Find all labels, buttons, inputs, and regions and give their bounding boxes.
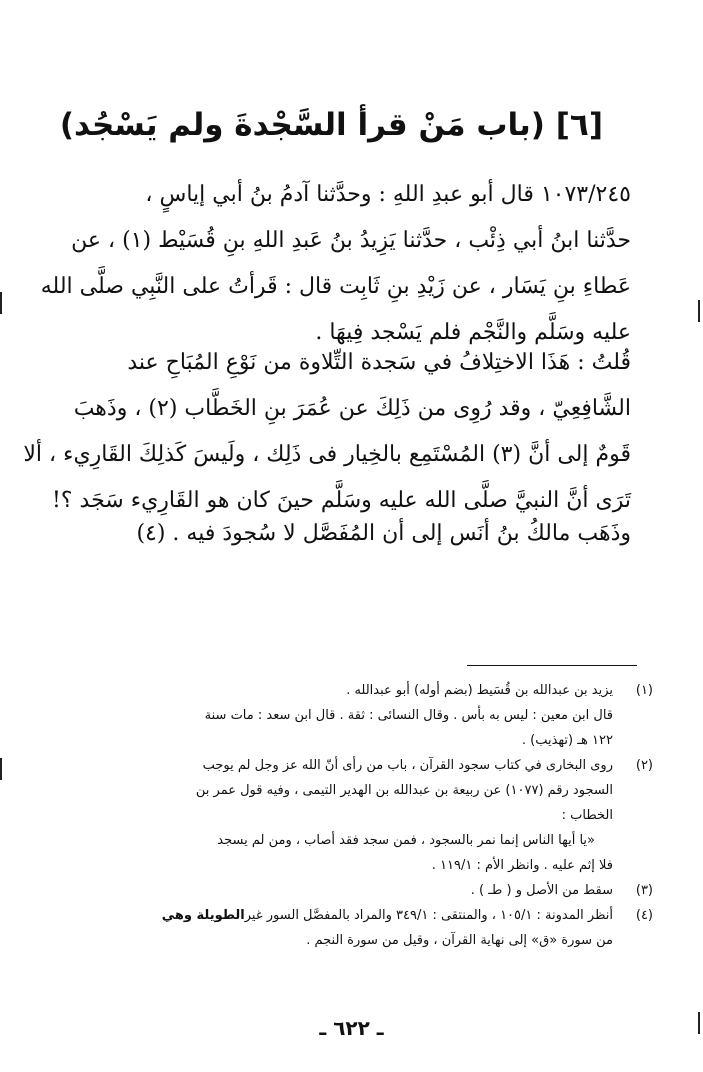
malik-line: وذَهَب مالكُ بنُ أنَس إلى أن المُفَصَّل لا سُجودَ فيه . (٤) (136, 521, 631, 546)
footnote-line (96, 903, 613, 928)
footnote-number: (٢) (635, 758, 653, 773)
hadith-paragraph (40, 172, 631, 356)
hadith-line: ١٠٧٣/٢٤٥ قال أبو عبدِ اللهِ : وحدَّثنا آدمُ بنُ أبي إياسٍ ، (145, 182, 631, 207)
footnote-1 (96, 678, 653, 753)
footnote-separator (467, 665, 637, 666)
commentary-line: تَرَى أنَّ النبيَّ صلَّى الله عليه وسَلَّم حينَ كان هو القَارِيء سَجَد ؟! (52, 488, 631, 513)
footnote-line: الخطاب : (561, 808, 613, 823)
footnote-line: روى البخارى في كتاب سجود القرآن ، باب من رأى أنّ الله عز وجل لم يوجب (202, 758, 613, 773)
footnote-number: (١) (635, 683, 653, 698)
footnote-quote-line: «يا أيها الناس إنما نمر بالسجود ، فمن سجد فقد أصاب ، ومن لم يسجد (217, 833, 595, 848)
chapter-heading: [٦] (باب مَنْ قرأ السَّجْدةَ ولم يَسْجُد) (59, 107, 603, 143)
malik-paragraph (66, 511, 631, 557)
commentary-line: الشَّافِعِيّ ، وقد رُوِى من ذَلِكَ عن عُمَرَ بنِ الخَطَّاب (٢) ، وذَهبَ (73, 396, 631, 421)
footnote-line: من سورة «ق» إلى نهاية القرآن ، وقيل من سورة النجم . (306, 933, 613, 948)
footnote-text: أنظر المدونة : ١٠٥/١ ، والمنتقى : ٣٤٩/١ والمراد بالمفصَّل السور غير (244, 908, 613, 923)
footnote-line: قال ابن معين : ليس به بأس . وقال النسائى : ثقة . قال ابن سعد : مات سنة (204, 708, 613, 723)
footnote-line: ١٢٢ هـ (تهذيب) . (521, 733, 613, 748)
hadith-line: عليه وسَلَّم والنَّجْم فلم يَسْجد فِيهَا . (315, 320, 631, 345)
footnote-3 (96, 878, 653, 903)
page-number: ـ ٦٢٢ ـ (319, 1016, 384, 1040)
scan-edge-mark (0, 292, 2, 314)
footnote-4 (96, 903, 653, 953)
commentary-paragraph (23, 340, 631, 524)
hadith-line: حدَّثنا ابنُ أبي ذِئْب ، حدَّثنا يَزِيدُ بنُ عَبدِ اللهِ بنِ قُسَيْط (١) ، عن (71, 228, 631, 253)
footnotes (96, 678, 653, 953)
footnote-number: (٣) (635, 883, 653, 898)
scan-edge-mark (0, 758, 2, 780)
footnote-number: (٤) (635, 908, 653, 923)
commentary-line: قَومٌ إلى أنَّ (٣) المُسْتَمِع بالخِيار فى ذَلِك ، ولَيسَ كَذلِكَ القَارِيء ، ألا (23, 442, 631, 467)
scan-edge-mark (698, 1012, 700, 1034)
footnote-line: سقط من الأصل و ( طـ ) . (470, 883, 613, 898)
footnote-line: السجود رقم (١٠٧٧) عن ربيعة بن عبدالله بن الهدير التيمى ، وفيه قول عمر بن (195, 783, 613, 798)
footnote-2 (96, 753, 653, 878)
commentary-line: قُلتُ : هَذَا الاختِلافُ في سَجدة التِّلاوة من نَوْعِ المُبَاحِ عند (127, 350, 631, 375)
footnote-quote-line: فلا إثم عليه . وانظر الأم : ١١٩/١ . (431, 858, 613, 873)
footnote-line: يزيد بن عبدالله بن قُسَيط (بضم أوله) أبو عبدالله . (346, 683, 613, 698)
footnote-bold-text: الطويلة وهي (161, 908, 245, 923)
scan-edge-mark (698, 300, 700, 322)
hadith-line: عَطاءِ بنِ يَسَار ، عن زَيْدِ بنِ ثَابِت قال : قَرأتُ على النَّبِي صلَّى الله (40, 274, 631, 299)
